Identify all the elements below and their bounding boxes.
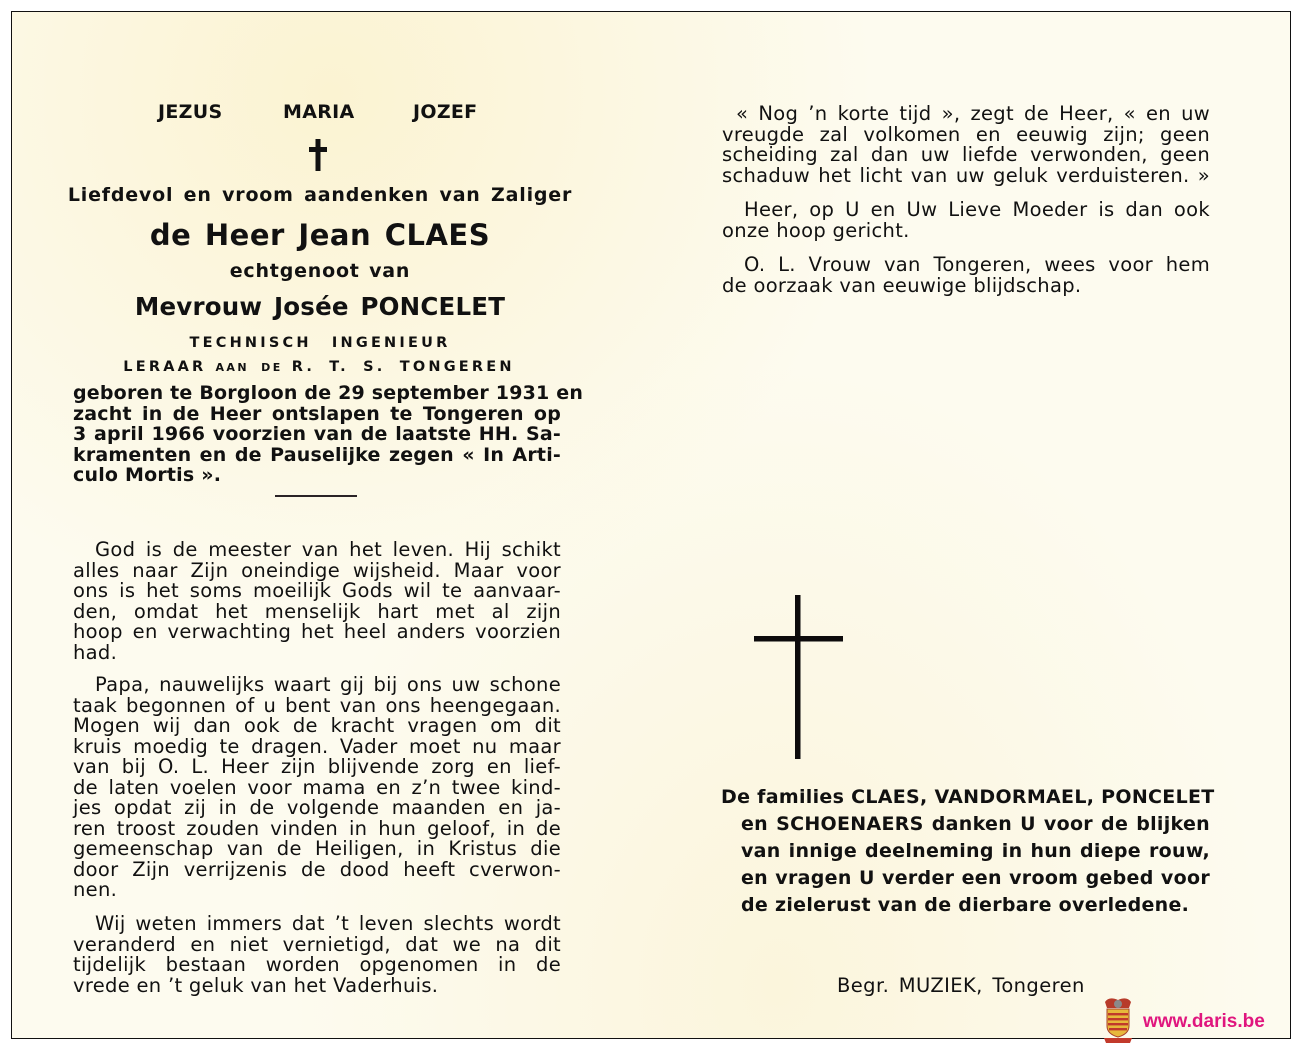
text-line: alles naar Zijn oneindige wijsheid. Maar voor: [73, 558, 561, 582]
text-line: hoop en verwachting het heel anders voorzien: [73, 620, 561, 643]
text-line: kruis moedig te dragen. Vader moet nu maar: [73, 734, 561, 758]
text-line: nen.: [73, 878, 118, 901]
bio-line: geboren te Borgloon de 29 september 1931 en: [73, 382, 584, 404]
relation-line: echtgenoot van: [229, 260, 411, 282]
prayer-paragraph: [722, 200, 1210, 241]
text-line: jes opdat zij in de volgende maanden en ja-: [73, 796, 561, 819]
text-line: van bij O. L. Heer zijn blijvende zorg en lief-: [73, 755, 561, 778]
deceased-name: de Heer Jean CLAES: [149, 218, 491, 252]
invocation-maria: MARIA: [283, 101, 355, 123]
biography: [73, 382, 584, 486]
text-line: van innige deelneming in hun diepe rouw,: [741, 840, 1210, 862]
invocation-jezus: JEZUS: [158, 101, 223, 123]
profession-title: TECHNISCH INGENIEUR: [189, 335, 451, 351]
website-watermark[interactable]: www.daris.be: [1143, 1011, 1265, 1032]
spouse-name: Mevrouw Josée PONCELET: [134, 292, 506, 321]
text-line: door Zijn verrijzenis de dood heeft cverwon-: [73, 857, 561, 881]
small-cross-icon: [309, 139, 327, 171]
teacher-title-aan-de: AAN DE: [215, 361, 283, 374]
text-line: « Nog ’n korte tijd », zegt de Heer, « en uw: [736, 102, 1210, 125]
text-line: vrede en ’t geluk van het Vaderhuis.: [73, 973, 439, 997]
dedication-line: Liefdevol en vroom aandenken van Zaliger: [67, 184, 573, 206]
text-line: vreugde zal volkomen en eeuwig zijn; geen: [722, 122, 1210, 146]
paragraph-papa: [73, 675, 561, 901]
text-line: O. L. Vrouw van Tongeren, wees voor hem: [744, 253, 1210, 276]
bio-line: 3 april 1966 voorzien van de laatste HH. Sa-: [73, 423, 561, 445]
text-line: taak begonnen of u bent van ons heengegaan.: [73, 693, 561, 717]
paragraph-wij: [73, 914, 561, 996]
text-line: Mogen wij dan ook de kracht vragen om dit: [73, 714, 561, 737]
family-thanks: [721, 784, 1215, 919]
teacher-title-leraar: LERAAR: [123, 359, 207, 375]
teacher-title: [74, 356, 564, 375]
bio-line: culo Mortis ».: [73, 464, 222, 486]
text-line: De families CLAES, VANDORMAEL, PONCELET: [721, 786, 1215, 808]
bio-line: kramenten en de Pauselijke zegen « In Arti-: [73, 443, 561, 466]
text-line: onze hoop gericht.: [722, 218, 910, 242]
teacher-title-school: R. T. S. TONGEREN: [291, 359, 515, 375]
divider: [275, 495, 357, 497]
text-line: had.: [73, 640, 118, 664]
text-line: Papa, nauwelijks waart gij bij ons uw schone: [95, 673, 561, 696]
text-line: gemeenschap van de Heiligen, in Kristus die: [73, 837, 561, 860]
quote-paragraph: [722, 104, 1210, 186]
bio-line: zacht in de Heer ontslapen te Tongeren op: [73, 402, 561, 425]
text-line: tijdelijk bestaan worden opgenomen in de: [73, 953, 561, 976]
text-line: Heer, op U en Uw Lieve Moeder is dan ook: [744, 198, 1210, 221]
text-line: veranderd en niet vernietigd, dat we na dit: [73, 932, 561, 956]
text-line: de zielerust van de dierbare overledene.: [741, 894, 1190, 916]
text-line: de laten voelen voor mama en z’n twee kind-: [73, 775, 561, 799]
text-line: schaduw het licht van uw geluk verduisteren. »: [722, 163, 1210, 187]
text-line: en vragen U verder een vroom gebed voor: [741, 867, 1210, 889]
text-line: en SCHOENAERS danken U voor de blijken: [741, 813, 1210, 835]
text-line: God is de meester van het leven. Hij schikt: [95, 538, 561, 561]
text-line: ons is het soms moeilijk Gods wil te aanvaar-: [73, 579, 561, 602]
invocation-jozef: JOZEF: [413, 101, 478, 123]
text-line: ren troost zouden vinden in hun geloof, in de: [73, 816, 561, 840]
text-line: Wij weten immers dat ’t leven slechts wordt: [95, 912, 561, 935]
text-line: de oorzaak van eeuwige blijdschap.: [722, 273, 1082, 297]
paragraph-god: [73, 540, 561, 663]
undertaker-credit: Begr. MUZIEK, Tongeren: [837, 974, 1085, 997]
text-line: scheiding zal dan uw liefde verwonden, geen: [722, 143, 1210, 166]
coat-of-arms-logo: [1101, 996, 1135, 1044]
invocation-paragraph: [722, 255, 1210, 296]
large-cross-icon: [754, 595, 844, 760]
text-line: den, omdat het menselijk hart met al zijn: [73, 599, 561, 623]
